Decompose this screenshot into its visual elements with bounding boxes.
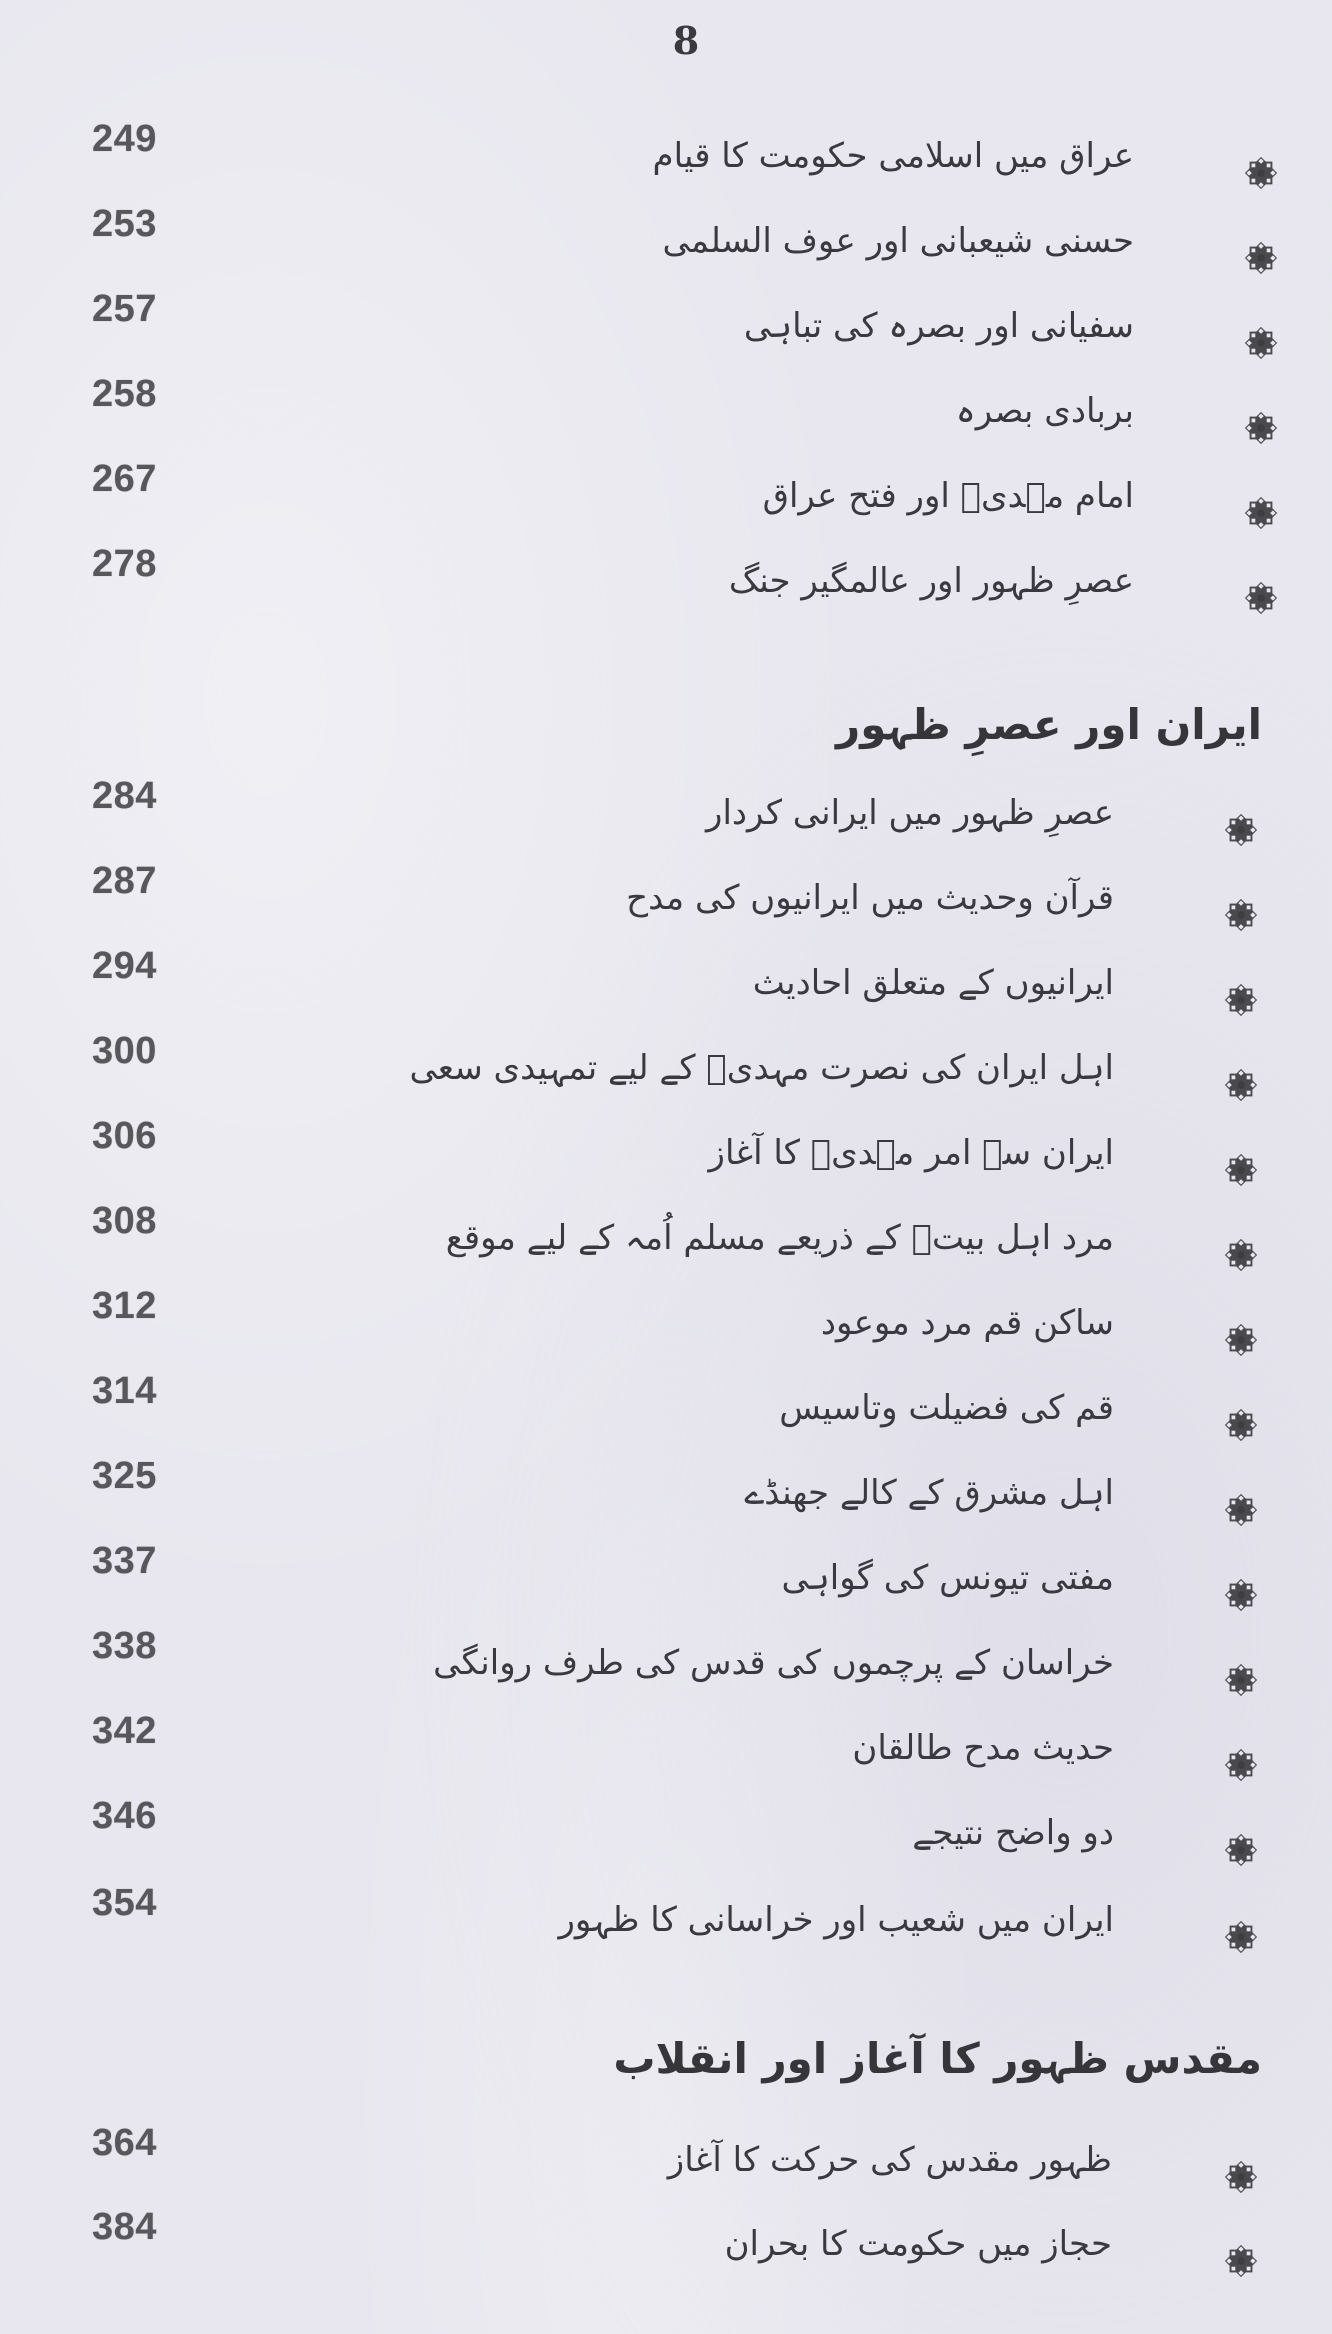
toc-entry [0, 860, 1332, 940]
toc-entry [0, 1795, 1332, 1875]
toc-page-number: 284 [92, 775, 157, 817]
star-ornament-icon [1242, 579, 1280, 617]
star-ornament-icon [1222, 1066, 1260, 1104]
toc-entry-title: حدیث مدح طالقان [852, 1728, 1114, 1768]
star-ornament-icon [1222, 1321, 1260, 1359]
star-ornament-icon [1222, 896, 1260, 934]
toc-entry-title: حسنی شیعبانی اور عوف السلمی [662, 221, 1134, 261]
toc-entry-title: ایرانیوں کے متعلق احادیث [752, 963, 1114, 1003]
star-ornament-icon [1222, 1151, 1260, 1189]
toc-page-number: 258 [92, 373, 157, 415]
toc-entry [0, 458, 1332, 538]
toc-entry-title: ظہور مقدس کی حرکت کا آغاز [667, 2140, 1112, 2180]
star-ornament-icon [1242, 409, 1280, 447]
toc-entry [0, 1710, 1332, 1790]
star-ornament-icon [1222, 1236, 1260, 1274]
toc-page-number: 249 [92, 118, 157, 160]
toc-entry-title: قم کی فضیلت وتاسیس [779, 1388, 1114, 1428]
toc-page-number: 306 [92, 1115, 157, 1157]
star-ornament-icon [1222, 1491, 1260, 1529]
toc-page-number: 308 [92, 1200, 157, 1242]
toc-entry [0, 203, 1332, 283]
toc-entry-title: اہل مشرق کے کالے جھنڈے [744, 1473, 1114, 1513]
toc-entry-title: بربادی بصرہ [955, 391, 1134, 431]
star-ornament-icon [1222, 2158, 1260, 2196]
toc-entry-title: ساکن قم مرد موعود [820, 1303, 1114, 1343]
toc-page-number: 342 [92, 1710, 157, 1752]
toc-entry [0, 118, 1332, 198]
toc-entry-title: ایران میں شعیب اور خراسانی کا ظہور [558, 1900, 1114, 1940]
toc-entry-title: قرآن وحدیث میں ایرانیوں کی مدح [626, 878, 1114, 918]
star-ornament-icon [1222, 811, 1260, 849]
toc-page-number: 338 [92, 1625, 157, 1667]
toc-entry-title: خراسان کے پرچموں کی قدس کی طرف روانگی [433, 1643, 1114, 1683]
star-ornament-icon [1242, 154, 1280, 192]
toc-entry-title: سفیانی اور بصرہ کی تباہی [743, 306, 1134, 346]
toc-entry [0, 2206, 1332, 2286]
toc-page-number: 253 [92, 203, 157, 245]
toc-entry [0, 1200, 1332, 1280]
toc-entry [0, 945, 1332, 1025]
section-heading-holy-reappearance: مقدس ظہور کا آغاز اور انقلاب [613, 2034, 1262, 2083]
toc-entry-title: حجاز میں حکومت کا بحران [724, 2224, 1112, 2264]
toc-page-number: 312 [92, 1285, 157, 1327]
toc-page-number: 346 [92, 1795, 157, 1837]
toc-page-number: 364 [92, 2122, 157, 2164]
toc-entry-title: مرد اہل بیتؑ کے ذریعے مسلم اُمہ کے لیے موقع [445, 1218, 1114, 1258]
toc-entry [0, 1540, 1332, 1620]
toc-entry [0, 543, 1332, 623]
toc-entry [0, 288, 1332, 368]
page-number: 8 [672, 18, 700, 63]
toc-entry [0, 775, 1332, 855]
toc-page-number: 300 [92, 1030, 157, 1072]
toc-page-number: 354 [92, 1882, 157, 1924]
toc-entry-title: امام مہدیؑ اور فتح عراق [762, 476, 1134, 516]
toc-entry-title: دو واضح نتیجے [912, 1813, 1114, 1853]
toc-page-number: 325 [92, 1455, 157, 1497]
toc-page-number: 287 [92, 860, 157, 902]
toc-entry-title: عصرِ ظہور اور عالمگیر جنگ [728, 561, 1134, 601]
toc-entry [0, 1115, 1332, 1195]
star-ornament-icon [1242, 239, 1280, 277]
toc-entry [0, 1625, 1332, 1705]
star-ornament-icon [1222, 1576, 1260, 1614]
star-ornament-icon [1222, 981, 1260, 1019]
star-ornament-icon [1222, 1406, 1260, 1444]
toc-entry-title: عصرِ ظہور میں ایرانی کردار [706, 793, 1114, 833]
toc-entry-title: ایران سے امر مہدیؑ کا آغاز [708, 1133, 1114, 1173]
star-ornament-icon [1242, 324, 1280, 362]
star-ornament-icon [1222, 1746, 1260, 1784]
toc-page-number: 267 [92, 458, 157, 500]
toc-page-number: 337 [92, 1540, 157, 1582]
toc-entry [0, 1455, 1332, 1535]
toc-entry [0, 1285, 1332, 1365]
toc-page-number: 314 [92, 1370, 157, 1412]
toc-entry [0, 1882, 1332, 1962]
toc-entry-title: عراق میں اسلامی حکومت کا قیام [652, 136, 1134, 176]
toc-page-number: 384 [92, 2206, 157, 2248]
star-ornament-icon [1222, 1661, 1260, 1699]
toc-page-number: 294 [92, 945, 157, 987]
toc-entry [0, 1030, 1332, 1110]
star-ornament-icon [1242, 494, 1280, 532]
toc-entry [0, 373, 1332, 453]
toc-entry [0, 1370, 1332, 1450]
star-ornament-icon [1222, 1831, 1260, 1869]
toc-entry [0, 2122, 1332, 2202]
toc-entry-title: اہل ایران کی نصرت مہدیؑ کے لیے تمہیدی سعی [409, 1048, 1114, 1088]
star-ornament-icon [1222, 2242, 1260, 2280]
toc-page-number: 278 [92, 543, 157, 585]
star-ornament-icon [1222, 1918, 1260, 1956]
toc-page-number: 257 [92, 288, 157, 330]
toc-entry-title: مفتی تیونس کی گواہی [781, 1558, 1114, 1598]
section-heading-iran: ایران اور عصرِ ظہور [836, 700, 1262, 749]
